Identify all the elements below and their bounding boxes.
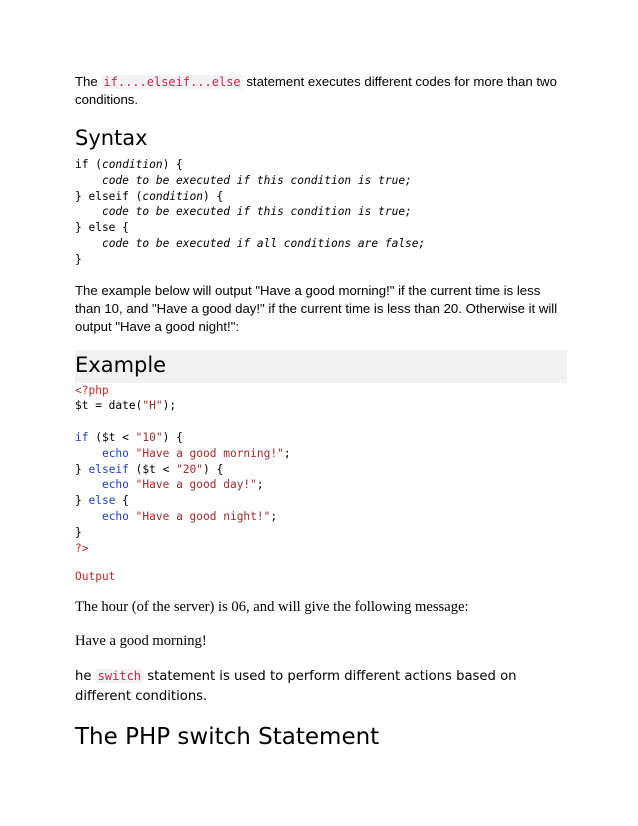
- intro-inline-code: if....elseif...else: [103, 75, 241, 89]
- code-if-string: "10": [135, 430, 163, 444]
- example-code-block: [75, 383, 565, 557]
- syntax-line-2-italic: code to be executed if this condition is true;: [101, 173, 412, 187]
- document-page: [75, 73, 565, 707]
- code-echo-string-1: "Have a good morning!": [135, 446, 284, 460]
- output-label: Output: [75, 570, 116, 584]
- syntax-line-4-indent: [75, 205, 102, 218]
- code-if-b: ) {: [162, 430, 183, 444]
- code-elseif-keyword: elseif: [88, 462, 129, 476]
- code-echo-keyword-3: echo: [101, 509, 129, 523]
- output-result: Have a good morning!: [75, 633, 207, 650]
- code-semicolon-3: ;: [270, 509, 278, 523]
- code-line-2-b: );: [162, 399, 177, 413]
- code-else-b: {: [115, 494, 129, 508]
- php-close-tag: ?>: [75, 541, 89, 555]
- explanation-paragraph: The example below will output "Have a good morning!" if the current time is less than 10, and "Have a good day!" if the current time is less than 20. Otherwise it will output "Have a good night!":: [75, 282, 558, 334]
- code-elseif-a: ($t <: [128, 462, 177, 476]
- syntax-line-4-italic: code to be executed if this condition is true;: [101, 205, 412, 219]
- syntax-line-1-italic: condition: [101, 158, 163, 171]
- syntax-code-block: [75, 157, 565, 268]
- syntax-line-5: } else {: [75, 221, 129, 235]
- code-echo-string-3: "Have a good night!": [135, 509, 271, 523]
- switch-paragraph: [75, 666, 565, 707]
- intro-text-before: The: [75, 74, 102, 89]
- code-semicolon-2: ;: [256, 478, 264, 492]
- example-heading: Example: [75, 352, 167, 377]
- switch-text-after: statement is used to perform different actions based on different conditions.: [75, 669, 517, 705]
- code-if-a: ($t <: [88, 430, 136, 444]
- code-elseif-pre: }: [75, 462, 89, 476]
- syntax-heading: Syntax: [75, 126, 148, 150]
- code-else-pre: }: [75, 494, 89, 508]
- code-echo-string-2: "Have a good day!": [135, 478, 257, 492]
- syntax-line-7: }: [75, 252, 82, 266]
- switch-text-before: he: [75, 669, 96, 685]
- code-elseif-string: "20": [176, 462, 204, 476]
- code-close-brace: }: [75, 525, 82, 539]
- intro-text-after: statement executes different codes for more than two conditions.: [75, 74, 557, 107]
- syntax-line-2-indent: [75, 174, 102, 187]
- code-elseif-b: ) {: [203, 462, 224, 476]
- code-else-keyword: else: [88, 494, 116, 508]
- switch-inline-code: switch: [97, 669, 142, 684]
- syntax-line-6-indent: [75, 237, 102, 250]
- switch-statement-heading: The PHP switch Statement: [75, 724, 380, 750]
- syntax-line-3-b: ) {: [202, 189, 224, 203]
- code-echo-keyword-2: echo: [101, 478, 129, 492]
- syntax-line-3-a: } elseif (: [75, 189, 143, 203]
- php-open-tag: <?php: [75, 383, 109, 397]
- syntax-line-3-italic: condition: [142, 189, 203, 203]
- output-description: The hour (of the server) is 06, and will give the following message:: [75, 599, 469, 616]
- syntax-line-6-italic: code to be executed if all conditions are false;: [101, 236, 426, 250]
- syntax-line-1-b: ) {: [162, 158, 183, 171]
- syntax-line-1-a: if (: [75, 158, 102, 171]
- code-echo-keyword-1: echo: [101, 446, 129, 460]
- code-if-keyword: if: [75, 430, 89, 444]
- code-line-2-a: $t = date(: [75, 399, 143, 413]
- code-line-2-string: "H": [142, 399, 163, 413]
- intro-paragraph: [75, 73, 565, 109]
- code-semicolon-1: ;: [283, 446, 291, 460]
- example-header-bar: [75, 350, 567, 383]
